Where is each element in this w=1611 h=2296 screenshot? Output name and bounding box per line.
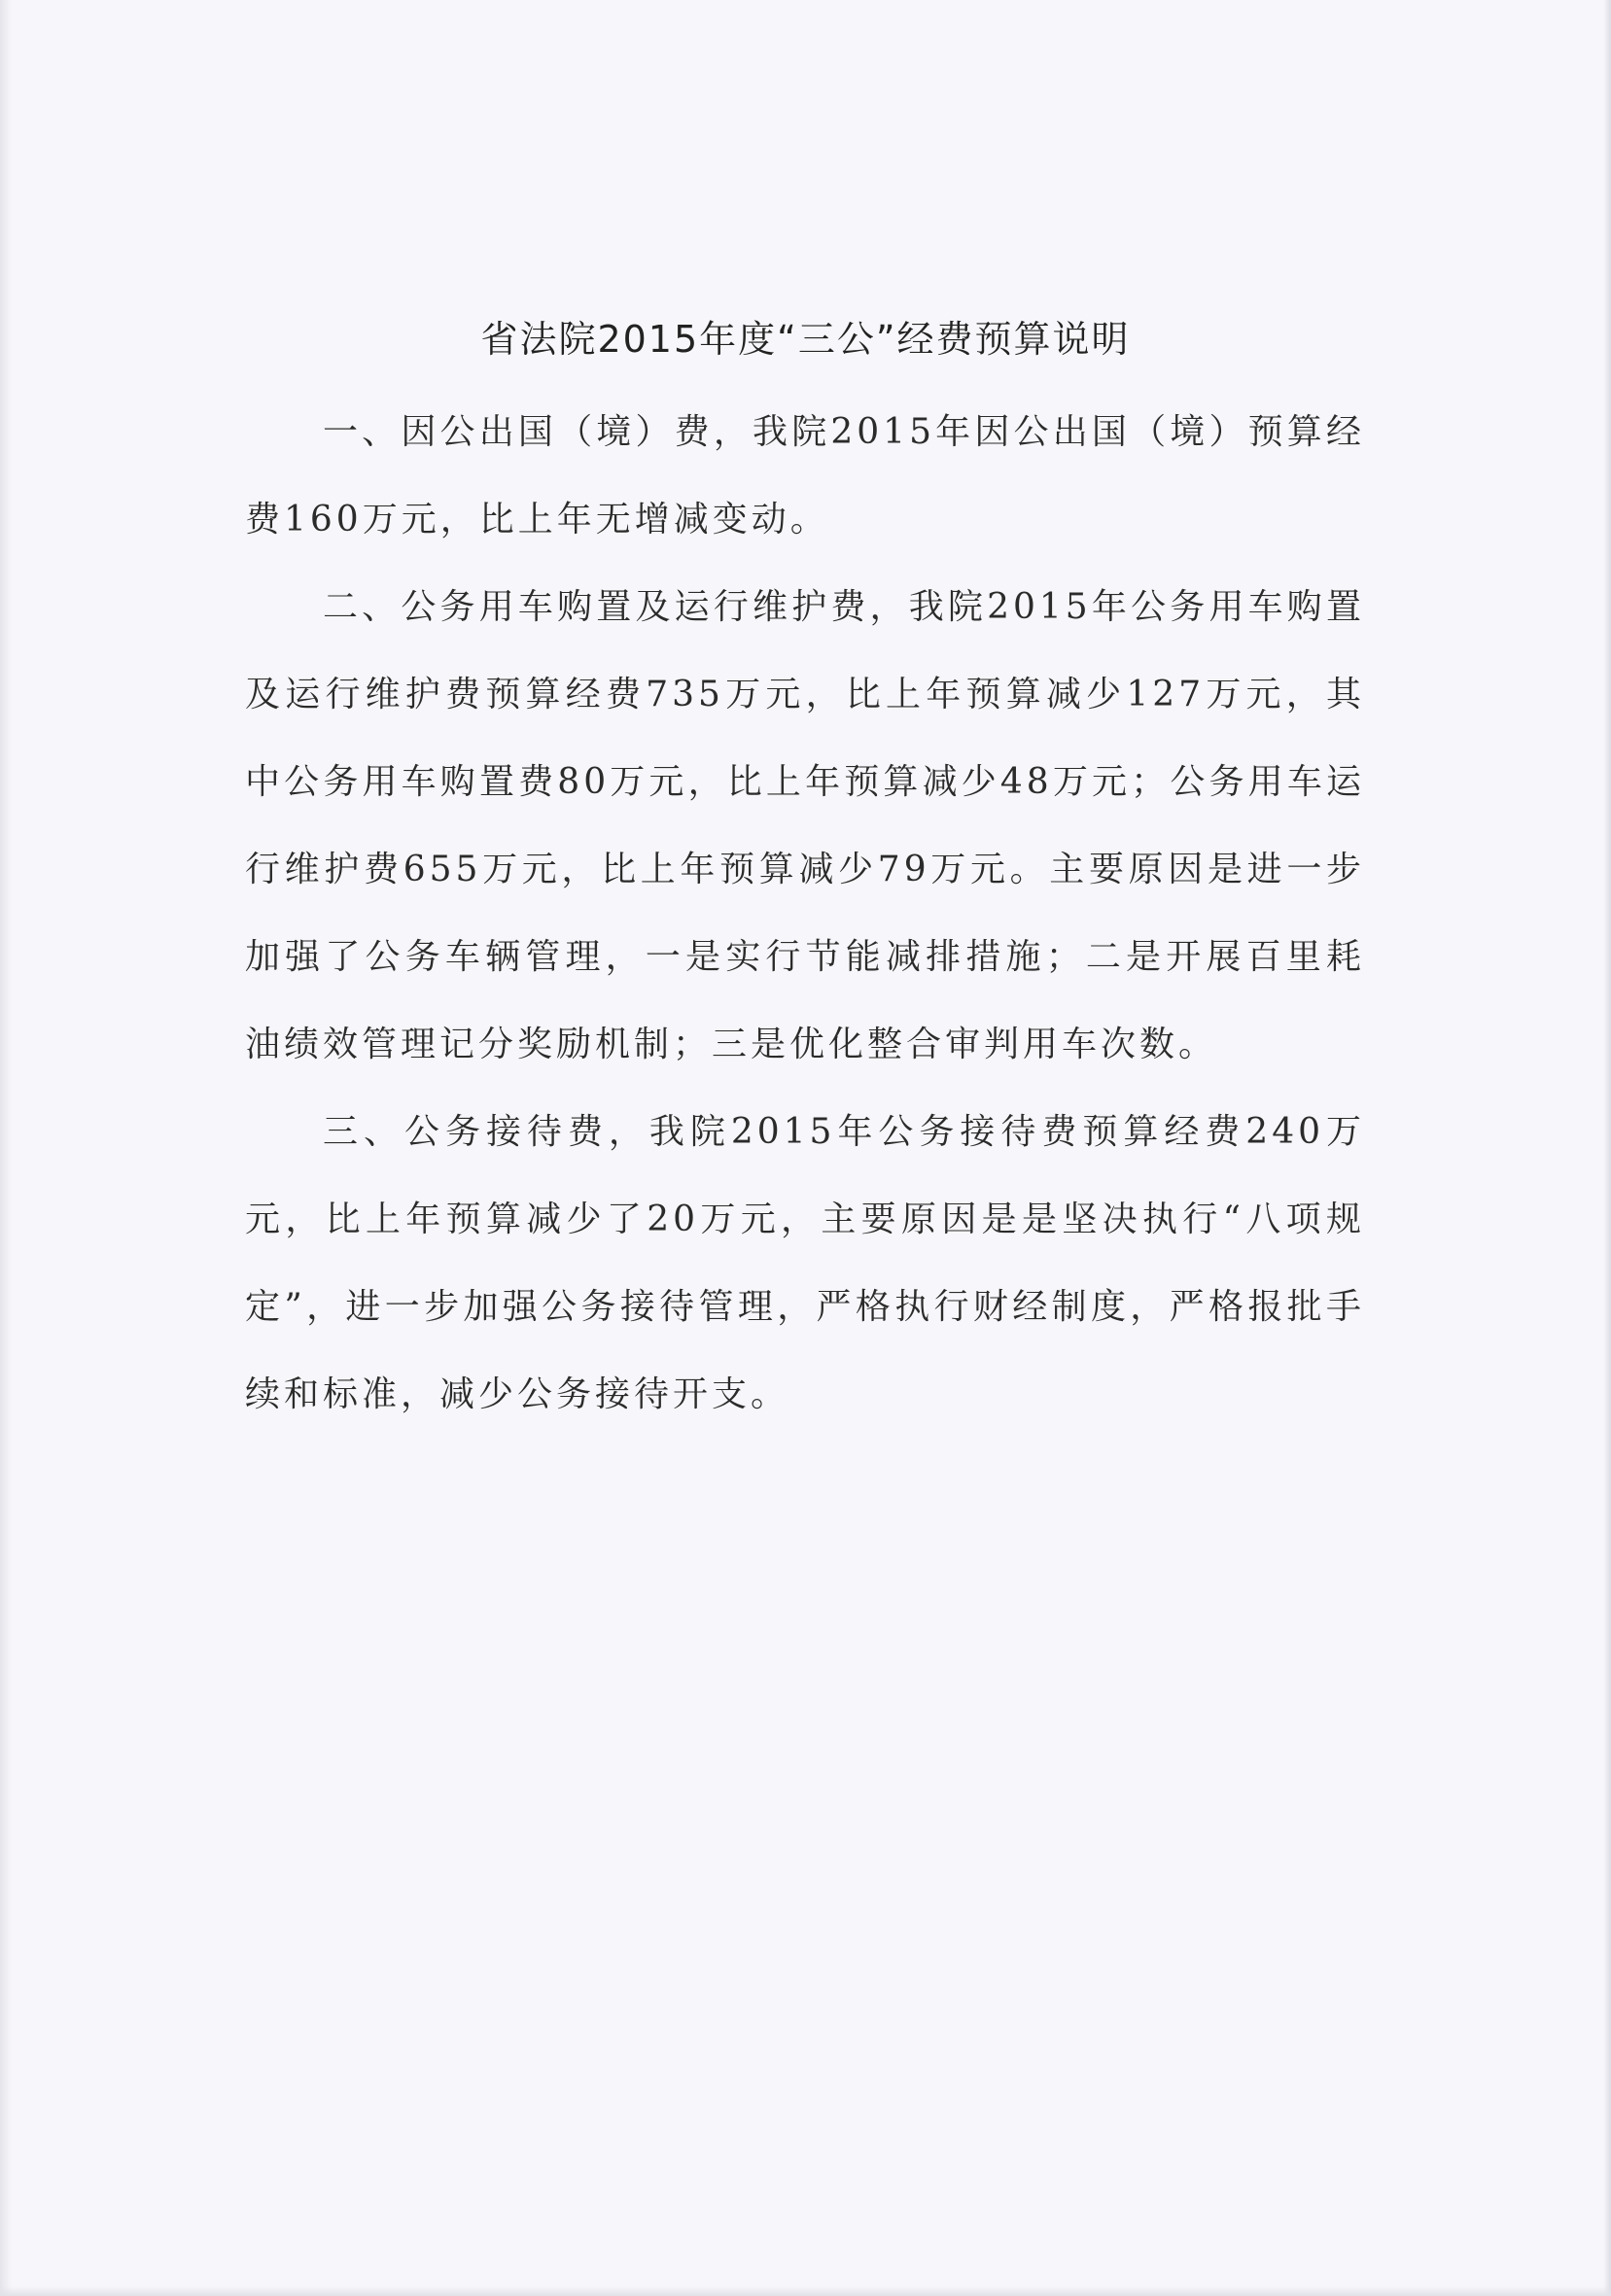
document-body [245, 389, 1365, 1439]
paragraph-official-vehicles: 二、公务用车购置及运行维护费，我院2015年公务用车购置及运行维护费预算经费735万元，比上年预算减少127万元，其中公务用车购置费80万元，比上年预算减少48万元；公务用车运行维护费655万元，比上年预算减少79万元。主要原因是进一步加强了公务车辆管理，一是实行节能减排措施；二是开展百里耗油绩效管理记分奖励机制；三是优化整合审判用车次数。 [245, 587, 1365, 1064]
paragraph-overseas-travel: 一、因公出国（境）费，我院2015年因公出国（境）预算经费160万元，比上年无增减变动。 [245, 412, 1365, 539]
paragraph-official-reception: 三、公务接待费，我院2015年公务接待费预算经费240万元，比上年预算减少了20万元，主要原因是是坚决执行“八项规定”，进一步加强公务接待管理，严格执行财经制度，严格报批手续和标准，减少公务接待开支。 [245, 1112, 1365, 1414]
document-title: 省法院2015年度“三公”经费预算说明 [480, 318, 1131, 361]
scan-edge-bottom [0, 2286, 1611, 2296]
